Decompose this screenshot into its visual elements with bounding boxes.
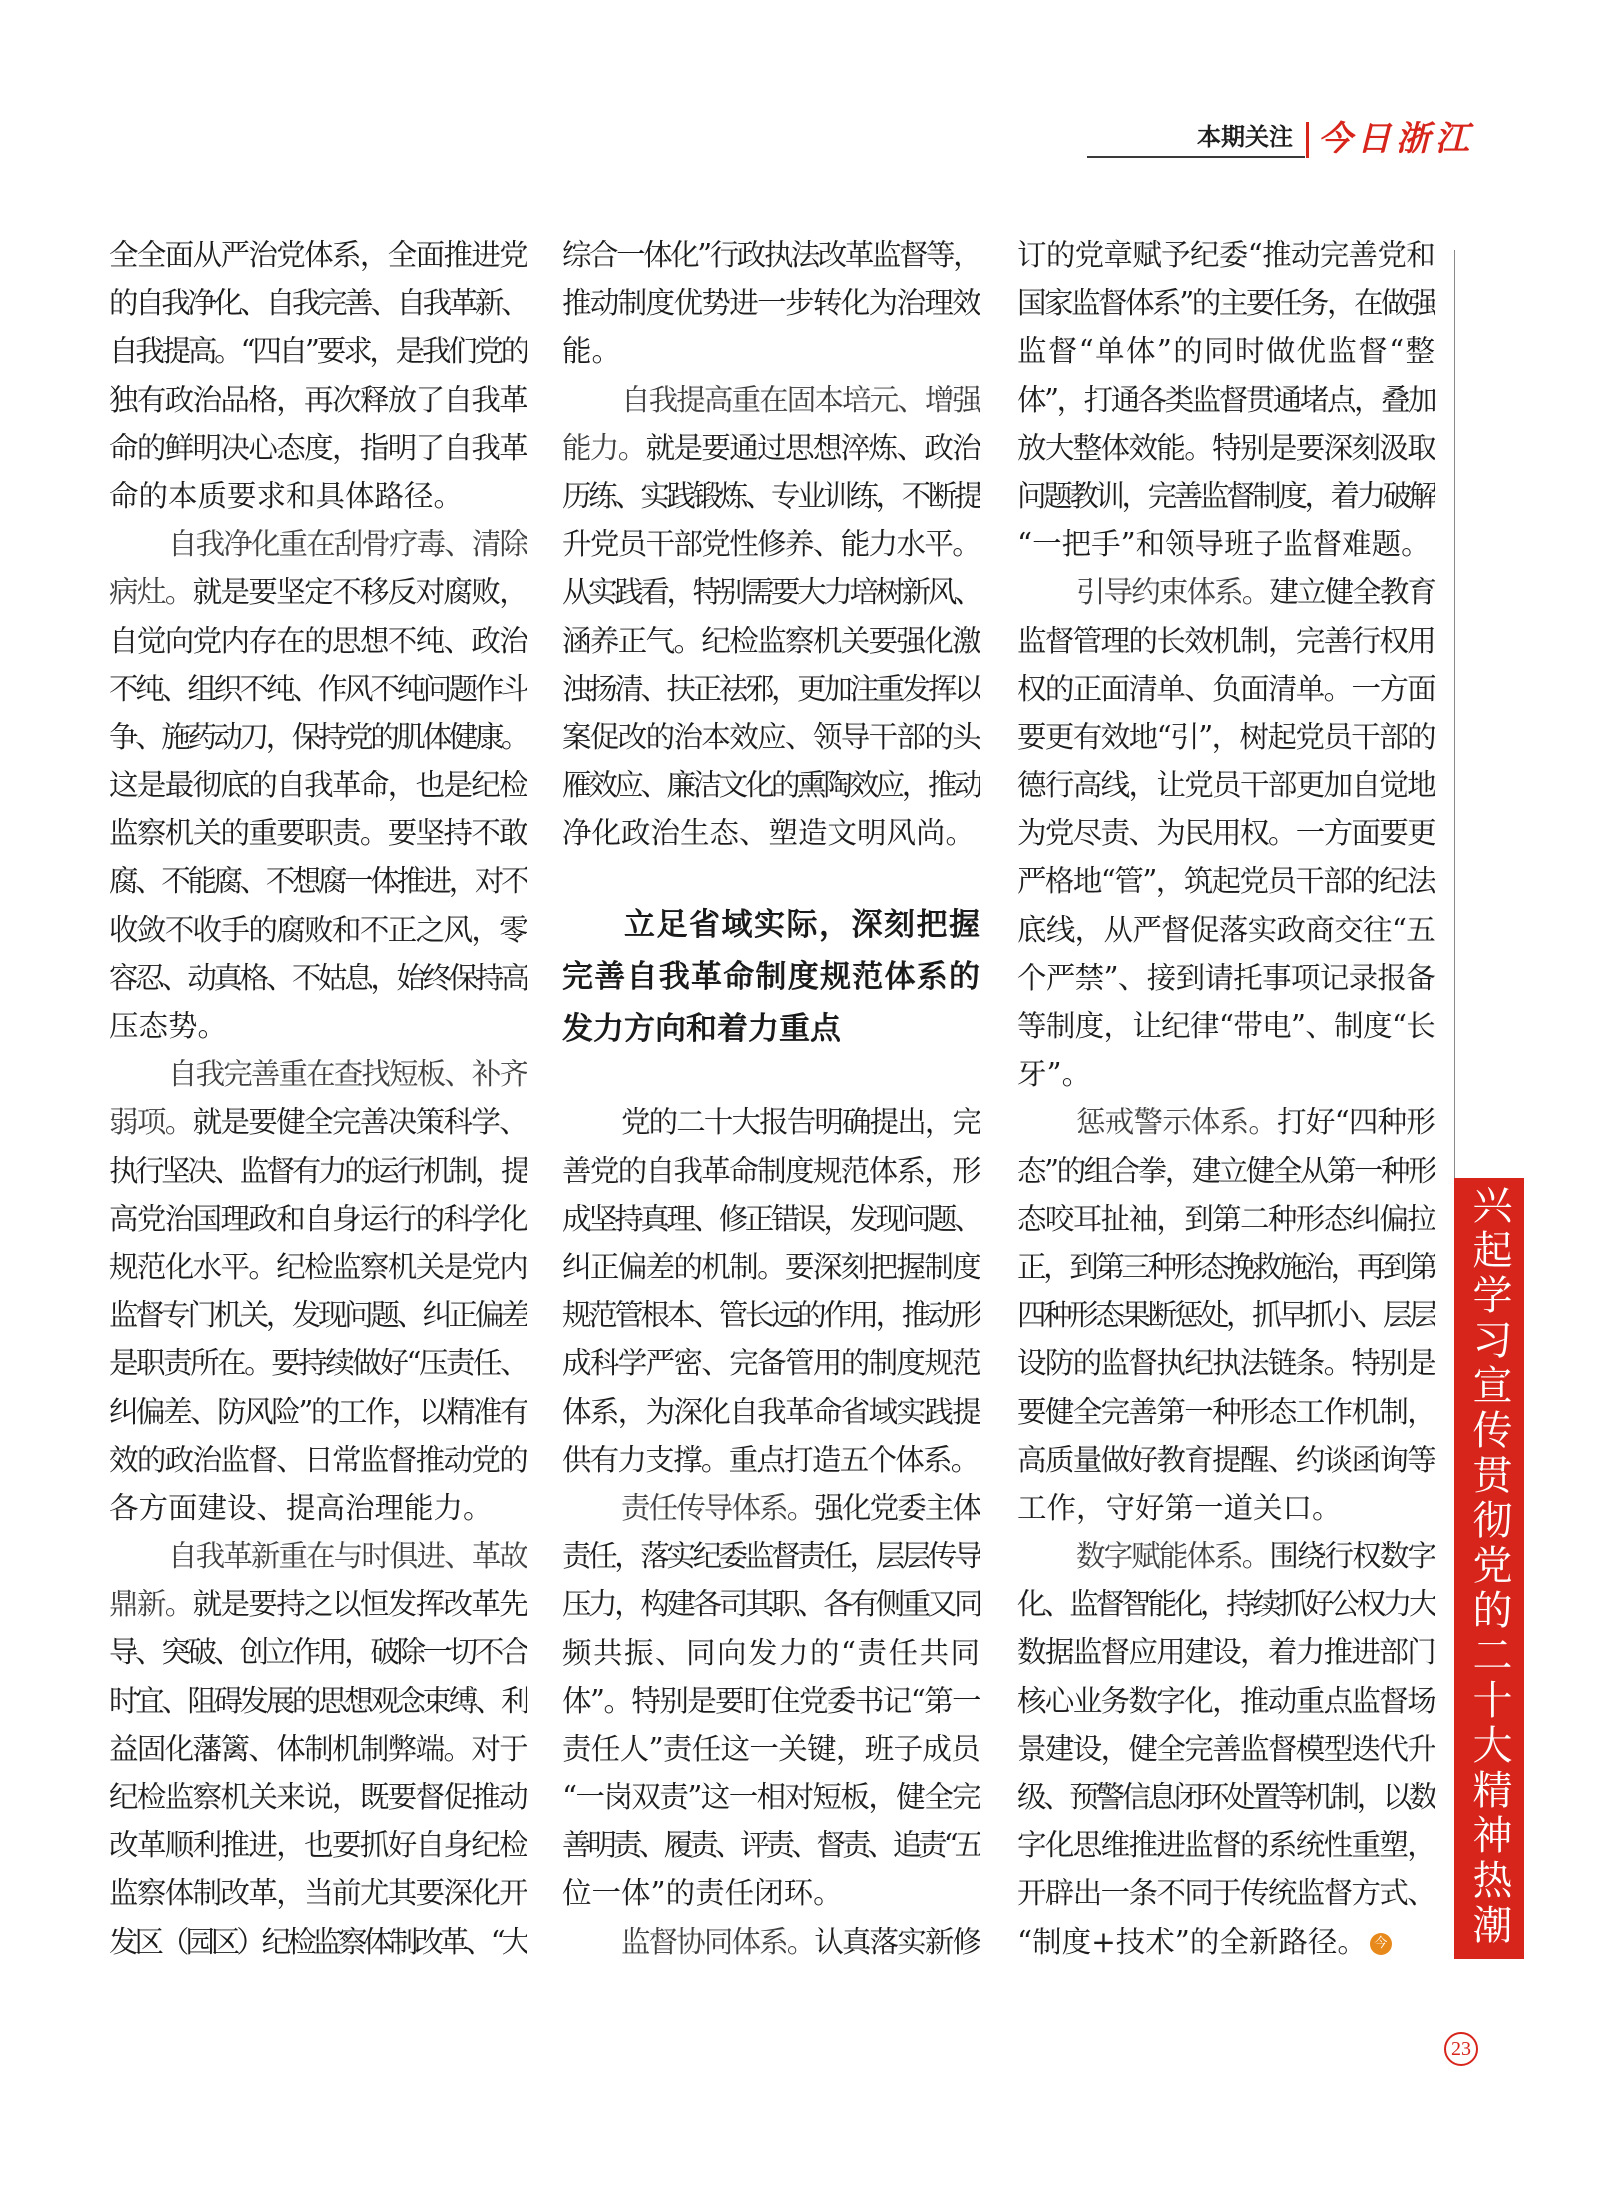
text-line: 浊扬清、扶正祛邪，更加注重发挥以: [562, 671, 980, 706]
text-line: 化、监督智能化，持续抓好公权力大: [1017, 1587, 1435, 1622]
text-line: 改革顺利推进，也要抓好自身纪检: [109, 1828, 527, 1863]
text-line: 效的政治监督、日常监督推动党的: [109, 1442, 527, 1477]
text-line: 国家监督体系”的主要任务，在做强: [1017, 286, 1435, 321]
paragraph: [109, 520, 527, 1050]
text-line: 党的二十大报告明确提出，完: [621, 1105, 980, 1140]
continued-text: [1017, 231, 1435, 568]
lead-phrase: 责任传导体系。: [621, 1492, 815, 1525]
text-line: 腐、不能腐、不想腐一体推进，对不: [109, 864, 527, 899]
text-line: 的自我净化、自我完善、自我革新、: [109, 286, 527, 321]
text-line: 级、预警信息闭环处置等机制，以数: [1017, 1780, 1435, 1814]
lead-phrase: 病灶。: [109, 577, 193, 610]
text-line: 位一体”的责任闭环。: [562, 1876, 843, 1911]
text-line: 纠偏差、防风险”的工作，以精准有: [109, 1394, 527, 1429]
paragraph: [109, 1050, 527, 1532]
text-line: 为党尽责、为民用权。一方面要更: [1017, 816, 1435, 851]
text-line: 鼎新。就是要持之以恒发挥改革先: [109, 1587, 527, 1622]
text-line: 规范化水平。纪检监察机关是党内: [109, 1249, 527, 1284]
lead-phrase: 自我提高重在固本培元、增强: [621, 384, 980, 417]
paragraph-group: [1017, 568, 1435, 1965]
text-line: 综合一体化”行政执法改革监督等，: [562, 238, 980, 272]
paragraph: [1017, 1098, 1435, 1532]
magazine-logo: 今日浙江: [1318, 119, 1474, 159]
text-line: 自觉向党内存在的思想不纯、政治: [109, 623, 527, 658]
lead-phrase: 自我净化重在刮骨疗毒、清除: [168, 529, 527, 562]
text-line: 设防的监督执纪执法链条。特别是: [1017, 1346, 1435, 1381]
lead-phrase: 引导约束体系。: [1076, 577, 1270, 610]
text-line: 善党的自我革命制度规范体系，形: [562, 1153, 980, 1188]
text-line: 命的本质要求和具体路径。: [109, 478, 464, 513]
text-line: 责任传导体系。强化党委主体: [621, 1490, 980, 1525]
text-line: 自我提高。“四自”要求，是我们党的: [109, 334, 527, 369]
article-column-3: [1017, 231, 1435, 1966]
text-line: 景建设，健全完善监督模型迭代升: [1017, 1731, 1435, 1766]
text-line: 责任，落实纪委监督责任，层层传导: [562, 1539, 980, 1574]
paragraph: [562, 1484, 980, 1918]
text-line: 发力方向和着力重点: [562, 1011, 841, 1048]
paragraph: [1017, 1532, 1435, 1966]
column-rule: [1454, 250, 1455, 1178]
text-line: 监察机关的重要职责。要坚持不敢: [109, 816, 527, 851]
text-line: 高党治国理政和自身运行的科学化: [109, 1201, 527, 1236]
text-line: 惩戒警示体系。打好“四种形: [1076, 1105, 1435, 1140]
text-line: 是职责所在。要持续做好“压责任、: [109, 1346, 527, 1381]
text-line: 能。: [562, 334, 622, 369]
text-line: 数据监督应用建设，着力推进部门: [1017, 1635, 1435, 1670]
text-line: [109, 520, 527, 568]
continued-text: [109, 231, 527, 520]
text-line: 病灶。就是要坚定不移反对腐败，: [109, 575, 527, 610]
text-line: 立足省域实际，深刻把握: [624, 907, 980, 944]
text-line: 成科学严密、完备管用的制度规范: [562, 1346, 980, 1381]
end-mark-icon: 今: [1370, 1933, 1392, 1955]
lead-phrase: 弱项。: [109, 1107, 193, 1140]
text-line: 数字赋能体系。围绕行权数字: [1076, 1539, 1435, 1574]
text-line: 要更有效地“引”，树起党员干部的: [1017, 719, 1435, 754]
section-heading: [562, 899, 980, 1055]
text-line: 监督“单体”的同时做优监督“整: [1017, 334, 1435, 369]
text-line: 独有政治品格，再次释放了自我革: [109, 382, 527, 417]
page-number: 23: [1444, 2032, 1478, 2066]
text-line: 监督管理的长效机制，完善行权用: [1017, 623, 1435, 658]
text-line: 牙”。: [1017, 1057, 1092, 1092]
paragraph: [109, 1532, 527, 1966]
paragraph: [562, 1918, 980, 1966]
text-line: 问题教训，完善监督制度，着力破解: [1017, 478, 1435, 513]
text-line: 导、突破、创立作用，破除一切不合: [109, 1635, 527, 1670]
article-column-1: [109, 231, 527, 1966]
text-line: 监察体制改革，当前尤其要深化开: [109, 1876, 527, 1911]
text-line: 这是最彻底的自我革命，也是纪检: [109, 768, 527, 803]
text-line: 德行高线，让党员干部更加自觉地: [1017, 768, 1435, 803]
text-line: 净化政治生态、塑造文明风尚。: [562, 816, 976, 851]
text-line: 益固化藩篱、体制机制弊端。对于: [109, 1731, 527, 1766]
lead-phrase: 自我完善重在查找短板、补齐: [168, 1059, 527, 1092]
text-line: 供有力支撑。重点打造五个体系。: [562, 1442, 979, 1477]
text-line: 责任人”责任这一关键，班子成员: [562, 1731, 980, 1766]
text-line: 体系，为深化自我革命省域实践提: [562, 1394, 980, 1429]
text-line: 纠正偏差的机制。要深刻把握制度: [562, 1250, 980, 1284]
text-line: 监督专门机关，发现问题、纠正偏差: [109, 1298, 527, 1333]
text-line: 发区（园区）纪检监察体制改革、“大: [109, 1924, 527, 1959]
text-line: 纪检监察机关来说，既要督促推动: [109, 1780, 527, 1814]
text-line: 推动制度优势进一步转化为治理效: [562, 286, 980, 321]
text-line: 字化思维推进监督的系统性重塑，: [1017, 1828, 1435, 1863]
text-line: 历练、实践锻炼、专业训练，不断提: [562, 478, 980, 513]
text-line: 个严禁”、接到请托事项记录报备: [1017, 960, 1435, 995]
text-line: 雁效应、廉洁文化的熏陶效应，推动: [562, 768, 980, 803]
text-line: [562, 376, 980, 424]
text-line: 善明责、履责、评责、督责、追责“五: [562, 1828, 980, 1863]
text-line: 不纯、组织不纯、作风不纯问题作斗: [109, 671, 527, 706]
text-line: 监督协同体系。认真落实新修: [621, 1924, 980, 1959]
text-line: “制度+技术”的全新路径。 今: [1017, 1918, 1435, 1966]
text-line: 权的正面清单、负面清单。一方面: [1017, 671, 1435, 706]
side-banner-text: 兴起学习宣传贯彻党的二十大精神热潮: [1466, 1184, 1512, 1949]
text-line: 放大整体效能。特别是要深刻汲取: [1017, 430, 1435, 465]
text-line: 要健全完善第一种形态工作机制，: [1017, 1394, 1435, 1429]
text-line: 完善自我革命制度规范体系的: [562, 959, 980, 996]
lead-phrase: 惩戒警示体系。: [1076, 1107, 1278, 1140]
header-rule: [1087, 156, 1305, 158]
text-line: 核心业务数字化，推动重点监督场: [1017, 1683, 1435, 1718]
lead-phrase: 鼎新。: [109, 1589, 193, 1622]
side-banner: [1454, 1178, 1524, 1959]
text-line: “一岗双责”这一相对短板，健全完: [562, 1780, 980, 1815]
text-line: 订的党章赋予纪委“推动完善党和: [1017, 238, 1435, 272]
paragraph: [1017, 568, 1435, 1098]
text-line: 工作，守好第一道关口。: [1017, 1490, 1342, 1525]
lead-phrase: 监督协同体系。: [621, 1926, 815, 1959]
text-line: 频共振、同向发力的“责任共同: [562, 1635, 980, 1670]
paragraph-group: [562, 376, 980, 858]
continued-text: [562, 231, 980, 376]
text-line: 四种形态果断惩处，抓早抓小、层层: [1017, 1298, 1435, 1333]
text-line: [109, 1050, 527, 1098]
text-line: 态”的组合拳，建立健全从第一种形: [1017, 1153, 1435, 1188]
text-line: 成坚持真理、修正错误，发现问题、: [562, 1201, 980, 1236]
text-line: 容忍、动真格、不姑息，始终保持高: [109, 960, 527, 995]
text-line: 压态势。: [109, 1009, 228, 1043]
text-line: 涵养正气。纪检监察机关要强化激: [562, 623, 980, 658]
text-line: 规范管根本、管长远的作用，推动形: [562, 1298, 980, 1333]
paragraph-group: [562, 1098, 980, 1965]
text-line: 各方面建设、提高治理能力。: [109, 1490, 493, 1525]
text-line: 升党员干部党性修养、能力水平。: [562, 527, 980, 562]
text-line: 弱项。就是要健全完善决策科学、: [109, 1105, 527, 1140]
lead-phrase: 能力。: [562, 432, 646, 465]
text-line: 从实践看，特别需要大力培树新风、: [562, 575, 980, 610]
text-line: 时宜、阻碍发展的思想观念束缚、利: [109, 1683, 527, 1718]
header-divider: [1306, 122, 1309, 158]
text-line: 引导约束体系。建立健全教育: [1076, 575, 1435, 610]
text-line: 全全面从严治党体系，全面推进党: [109, 238, 527, 272]
text-line: 态咬耳扯袖，到第二种形态纠偏拉: [1017, 1201, 1435, 1236]
text-line: 高质量做好教育提醒、约谈函询等: [1017, 1442, 1435, 1477]
article-column-2: [562, 231, 980, 1966]
section-label: 本期关注: [1197, 124, 1293, 151]
text-line: 体”，打通各类监督贯通堵点，叠加: [1017, 382, 1435, 417]
text-line: 严格地“管”，筑起党员干部的纪法: [1017, 864, 1435, 899]
paragraph: [562, 376, 980, 858]
text-line: 体”。特别是要盯住党委书记“第一: [562, 1683, 980, 1718]
text-line: “一把手”和领导班子监督难题。: [1017, 527, 1431, 562]
text-line: 能力。就是要通过思想淬炼、政治: [562, 430, 980, 465]
text-line: 底线，从严督促落实政商交往“五: [1017, 912, 1435, 947]
text-line: 争、施药动刀，保持党的肌体健康。: [109, 719, 527, 754]
text-line: 开辟出一条不同于传统监督方式、: [1017, 1876, 1435, 1911]
text-line: 案促改的治本效应、领导干部的头: [562, 719, 980, 754]
text-line: 收敛不收手的腐败和不正之风，零: [109, 912, 527, 947]
text-line: 等制度，让纪律“带电”、制度“长: [1017, 1009, 1435, 1043]
lead-phrase: 自我革新重在与时俱进、革故: [168, 1541, 527, 1574]
text-line: 正，到第三种形态挽救施治，再到第: [1017, 1249, 1435, 1284]
lead-phrase: 数字赋能体系。: [1076, 1541, 1270, 1574]
paragraph: [562, 1098, 980, 1484]
text-line: [109, 1532, 527, 1580]
text-line: 执行坚决、监督有力的运行机制，提: [109, 1153, 527, 1188]
text-line: 压力，构建各司其职、各有侧重又同: [562, 1587, 980, 1622]
paragraph-group: [109, 520, 527, 1966]
text-line: 命的鲜明决心态度，指明了自我革: [109, 430, 527, 465]
